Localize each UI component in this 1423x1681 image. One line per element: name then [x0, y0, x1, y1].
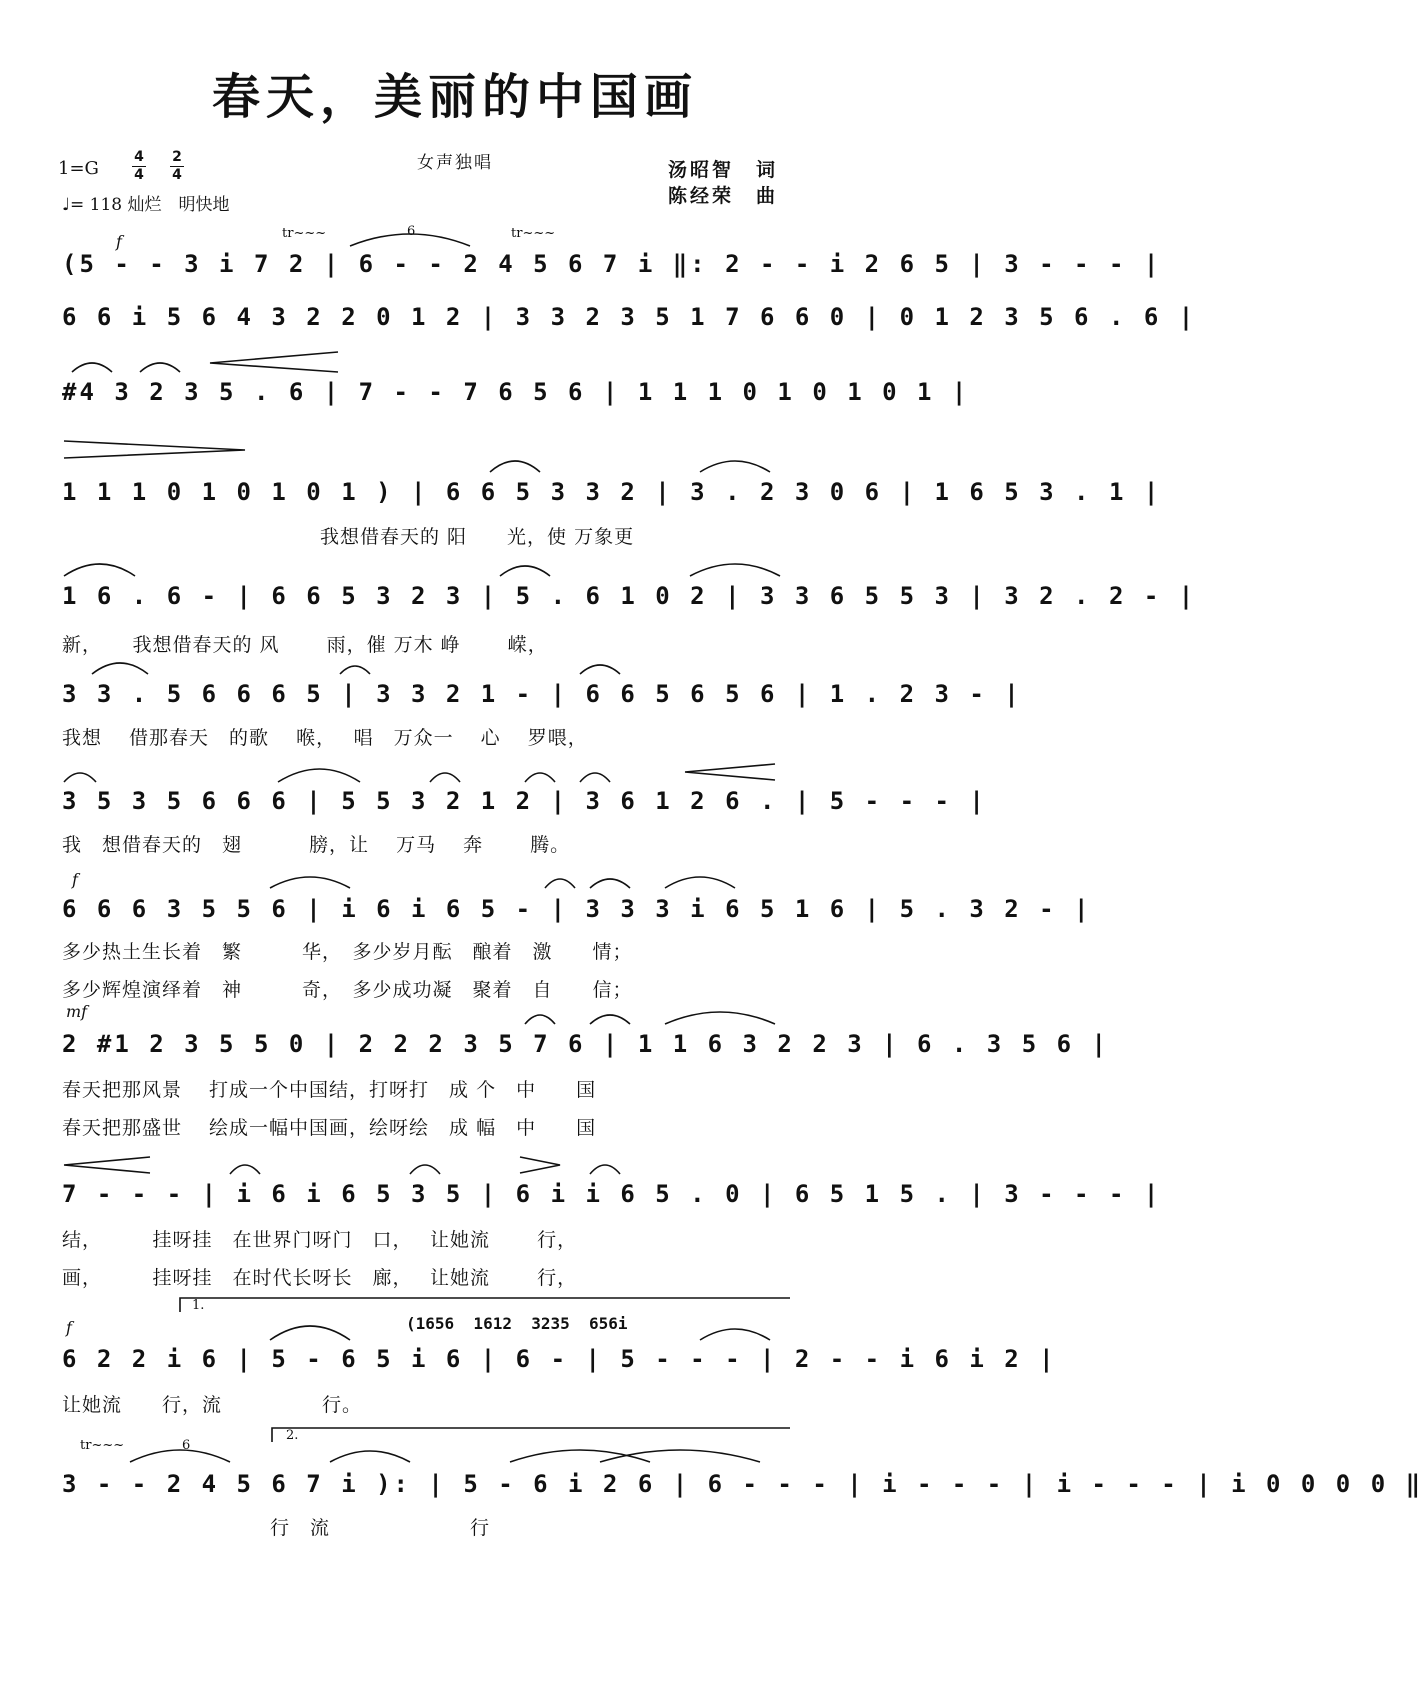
crescendo-hairpin [64, 1157, 150, 1173]
slur [230, 1165, 260, 1174]
notation-row-12: 3 - - 2 4 5 6 7 i ): | 5 - 6 i 2 6 | 6 - - - | i - - - | i - - - | i 0 0 0 0 ‖ [62, 1470, 1423, 1498]
volta-2-label: 2. [286, 1428, 299, 1443]
volta-1-label: 1. [192, 1298, 205, 1313]
lyric-row-6: 我想 借那春天 的歌 喉， 唱 万众一 心 罗喂， [62, 727, 588, 749]
lyric-row-11: 让她流 行，流 行。 [62, 1394, 363, 1416]
notation-row-2: 6 6 i 5 6 4 3 2 2 0 1 2 | 3 3 2 3 5 1 7 6 6 0 | 0 1 2 3 5 6 . 6 | [62, 303, 1197, 331]
ts2-bottom: 4 [172, 167, 182, 183]
slur [665, 1012, 775, 1024]
volta-2-bracket [272, 1428, 790, 1442]
slur [270, 877, 350, 888]
slur [64, 773, 96, 782]
dynamic-mezzo-forte: mf [66, 1002, 88, 1021]
notation-row-5: 1 6 . 6 - | 6 6 5 3 2 3 | 5 . 6 1 0 2 | 3 3 6 5 5 3 | 3 2 . 2 - | [62, 582, 1197, 610]
quarter-note-icon: ♩ [62, 195, 71, 215]
crescendo-hairpin [210, 352, 338, 372]
slur [700, 461, 770, 472]
slur [590, 879, 630, 888]
notation-row-11: 6 2 2 i 6 | 5 - 6 5 i 6 | 6 - | 5 - - - | 2 - - i 6 i 2 | [62, 1345, 1057, 1373]
notation-row-1: (5 - - 3 i 7 2 | 6 - - 2 4 5 6 7 i ‖: 2 - - i 2 6 5 | 3 - - - | [62, 250, 1162, 278]
slur [278, 769, 360, 782]
interlude-notes: (1656 1612 3235 656i [406, 1314, 628, 1333]
lyric-row-8a: 多少热土生长着 繁 华， 多少岁月酝 酿着 激 情； [62, 941, 633, 963]
composer: 陈经荣 曲 [668, 185, 779, 207]
slur [665, 877, 735, 888]
slur [545, 879, 575, 888]
page-title: 春天，美丽的中国画 [211, 69, 698, 125]
slur [140, 363, 180, 372]
dynamic-forte: f [116, 232, 122, 251]
decrescendo-hairpin [64, 441, 245, 458]
slur [410, 1165, 440, 1174]
slur [72, 363, 112, 372]
key-signature: 1=G [58, 158, 99, 179]
lyric-row-4: 我想借春天的 阳 光，使 万象更 [320, 526, 635, 548]
tempo-text: = 118 灿烂 明快地 [70, 195, 230, 215]
subtitle: 女声独唱 [417, 153, 493, 173]
lyric-row-7: 我 想借春天的 翅 膀，让 万马 奔 腾。 [62, 834, 571, 856]
notation-row-4: 1 1 1 0 1 0 1 0 1 ) | 6 6 5 3 3 2 | 3 . 2 3 0 6 | 1 6 5 3 . 1 | [62, 478, 1162, 506]
notation-row-10: 7 - - - | i 6 i 6 5 3 5 | 6 i i 6 5 . 0 | 6 5 1 5 . | 3 - - - | [62, 1180, 1162, 1208]
slur [580, 665, 620, 674]
slur [580, 773, 610, 782]
notation-row-6: 3 3 . 5 6 6 6 5 | 3 3 2 1 - | 6 6 5 6 5 6 | 1 . 2 3 - | [62, 680, 1022, 708]
volta-1-bracket [180, 1298, 790, 1312]
trill-mark: tr~~~ [511, 226, 556, 241]
lyric-row-9a: 春天把那风景 打成一个中国结，打呀打 成 个 中 国 [62, 1079, 597, 1101]
slur [600, 1450, 760, 1462]
lyric-row-5: 新， 我想借春天的 风 雨，催 万木 峥 嵘， [62, 634, 548, 656]
slur [330, 1451, 410, 1462]
notation-row-7: 3 5 3 5 6 6 6 | 5 5 3 2 1 2 | 3 6 1 2 6 . | 5 - - - | [62, 787, 987, 815]
slur [430, 773, 460, 782]
lyric-row-9b: 春天把那盛世 绘成一幅中国画，绘呀绘 成 幅 中 国 [62, 1117, 597, 1139]
slur [340, 666, 370, 674]
slur [510, 1450, 650, 1462]
decrescendo-hairpin [520, 1157, 560, 1173]
lyric-row-12: 行 流 行 [270, 1517, 491, 1539]
notation-row-9: 2 #1 2 3 5 5 0 | 2 2 2 3 5 7 6 | 1 1 6 3 2 2 3 | 6 . 3 5 6 | [62, 1030, 1109, 1058]
dynamic-forte: f [72, 870, 78, 889]
trill-mark: tr~~~ [80, 1438, 125, 1453]
slur [270, 1326, 350, 1340]
slur [490, 461, 540, 472]
slur [64, 564, 135, 576]
slur [690, 564, 780, 576]
ts2-top: 2 [172, 149, 182, 165]
slur [525, 773, 555, 782]
slur [500, 566, 550, 576]
slur [130, 1450, 230, 1462]
slur [525, 1015, 555, 1024]
trill-mark: tr~~~ [282, 226, 327, 241]
ts1-top: 4 [134, 149, 144, 165]
tuplet-six: 6 [407, 224, 416, 239]
slur [590, 1165, 620, 1174]
lyricist: 汤昭智 词 [668, 159, 779, 181]
dynamic-forte: f [66, 1318, 72, 1337]
notation-row-8: 6 6 6 3 5 5 6 | i 6 i 6 5 - | 3 3 3 i 6 5 1 6 | 5 . 3 2 - | [62, 895, 1092, 923]
slur [92, 663, 148, 674]
crescendo-hairpin [685, 764, 775, 780]
slur [590, 1015, 630, 1024]
ts1-bottom: 4 [134, 167, 144, 183]
slur [350, 234, 470, 246]
tuplet-six: 6 [182, 1438, 191, 1453]
slur [700, 1329, 770, 1340]
lyric-row-10b: 画， 挂呀挂 在时代长呀长 廊， 让她流 行， [62, 1267, 578, 1289]
lyric-row-8b: 多少辉煌演绎着 神 奇， 多少成功凝 聚着 自 信； [62, 979, 633, 1001]
notation-row-3: #4 3 2 3 5 . 6 | 7 - - 7 6 5 6 | 1 1 1 0 1 0 1 0 1 | [62, 378, 970, 406]
lyric-row-10a: 结， 挂呀挂 在世界门呀门 口， 让她流 行， [62, 1229, 578, 1251]
